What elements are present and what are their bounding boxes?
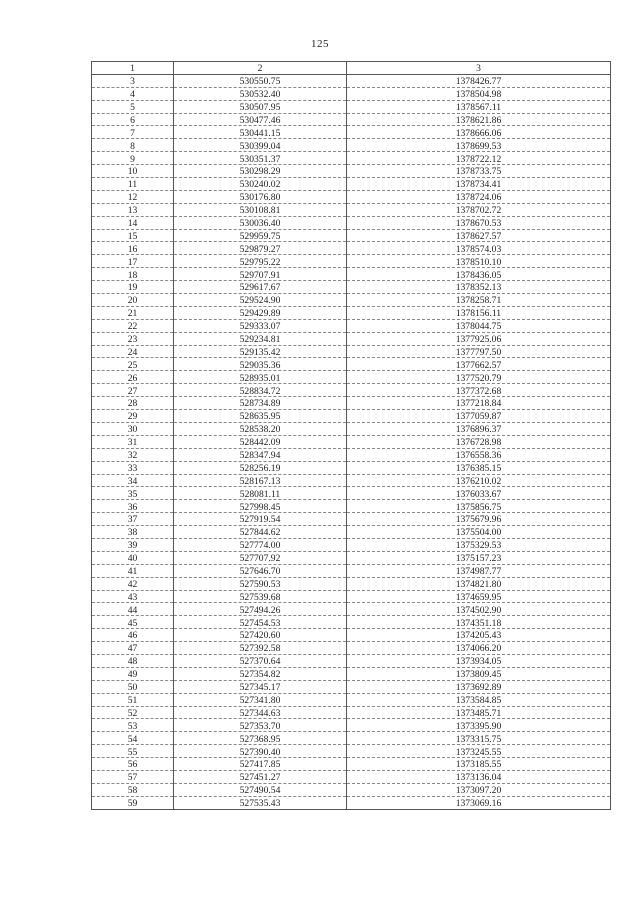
cell-y-coordinate: 1376210.02 [347, 474, 611, 487]
cell-x-coordinate: 527390.40 [174, 745, 347, 758]
cell-point-number: 33 [92, 461, 174, 474]
cell-point-number: 30 [92, 422, 174, 435]
cell-y-coordinate: 1376385.15 [347, 461, 611, 474]
cell-point-number: 45 [92, 616, 174, 629]
table-row [92, 487, 611, 500]
table-row [92, 371, 611, 384]
cell-x-coordinate: 527646.70 [174, 564, 347, 577]
cell-point-number: 38 [92, 526, 174, 539]
cell-x-coordinate: 527420.60 [174, 629, 347, 642]
table-row [92, 629, 611, 642]
cell-point-number: 7 [92, 126, 174, 139]
cell-x-coordinate: 527539.68 [174, 590, 347, 603]
table-row [92, 216, 611, 229]
cell-y-coordinate: 1378510.10 [347, 255, 611, 268]
cell-y-coordinate: 1376558.36 [347, 448, 611, 461]
cell-x-coordinate: 528081.11 [174, 487, 347, 500]
cell-x-coordinate: 530176.80 [174, 190, 347, 203]
table-row [92, 461, 611, 474]
cell-x-coordinate: 529959.75 [174, 229, 347, 242]
table-row [92, 306, 611, 319]
cell-x-coordinate: 529617.67 [174, 281, 347, 294]
cell-y-coordinate: 1378666.06 [347, 126, 611, 139]
table-row [92, 435, 611, 448]
cell-x-coordinate: 527490.54 [174, 783, 347, 796]
cell-y-coordinate: 1378436.05 [347, 268, 611, 281]
page-number: 125 [311, 38, 329, 50]
cell-point-number: 58 [92, 783, 174, 796]
table-row [92, 667, 611, 680]
cell-y-coordinate: 1373069.16 [347, 796, 611, 809]
table-row [92, 165, 611, 178]
cell-y-coordinate: 1378734.41 [347, 178, 611, 191]
table-row [92, 474, 611, 487]
table-row [92, 538, 611, 551]
cell-x-coordinate: 527344.63 [174, 706, 347, 719]
cell-y-coordinate: 1378504.98 [347, 87, 611, 100]
cell-point-number: 15 [92, 229, 174, 242]
cell-point-number: 6 [92, 113, 174, 126]
cell-y-coordinate: 1375157.23 [347, 551, 611, 564]
table-row [92, 294, 611, 307]
cell-point-number: 41 [92, 564, 174, 577]
cell-point-number: 52 [92, 706, 174, 719]
cell-y-coordinate: 1378627.57 [347, 229, 611, 242]
cell-point-number: 39 [92, 538, 174, 551]
cell-y-coordinate: 1378702.72 [347, 203, 611, 216]
table-row [92, 384, 611, 397]
cell-x-coordinate: 530036.40 [174, 216, 347, 229]
cell-point-number: 44 [92, 603, 174, 616]
table-row [92, 87, 611, 100]
table-row [92, 281, 611, 294]
cell-y-coordinate: 1373245.55 [347, 745, 611, 758]
cell-point-number: 22 [92, 319, 174, 332]
cell-point-number: 10 [92, 165, 174, 178]
cell-point-number: 32 [92, 448, 174, 461]
cell-point-number: 16 [92, 242, 174, 255]
table-row [92, 719, 611, 732]
cell-x-coordinate: 527345.17 [174, 680, 347, 693]
cell-point-number: 57 [92, 770, 174, 783]
table-row [92, 616, 611, 629]
cell-y-coordinate: 1373315.75 [347, 732, 611, 745]
cell-x-coordinate: 530108.81 [174, 203, 347, 216]
cell-point-number: 36 [92, 500, 174, 513]
coordinates-table-body [92, 62, 611, 810]
cell-point-number: 12 [92, 190, 174, 203]
cell-x-coordinate: 527353.70 [174, 719, 347, 732]
table-row [92, 680, 611, 693]
cell-x-coordinate: 527590.53 [174, 577, 347, 590]
cell-y-coordinate: 1375504.00 [347, 526, 611, 539]
table-row [92, 732, 611, 745]
coordinates-table [91, 61, 611, 810]
table-row [92, 590, 611, 603]
cell-y-coordinate: 1378670.53 [347, 216, 611, 229]
cell-x-coordinate: 527454.53 [174, 616, 347, 629]
cell-y-coordinate: 1374351.18 [347, 616, 611, 629]
cell-y-coordinate: 1377925.06 [347, 332, 611, 345]
table-row [92, 706, 611, 719]
cell-y-coordinate: 1373097.20 [347, 783, 611, 796]
cell-x-coordinate: 529707.91 [174, 268, 347, 281]
table-row [92, 319, 611, 332]
cell-point-number: 3 [92, 74, 174, 87]
cell-point-number: 13 [92, 203, 174, 216]
cell-y-coordinate: 1374205.43 [347, 629, 611, 642]
cell-y-coordinate: 1378156.11 [347, 306, 611, 319]
cell-point-number: 11 [92, 178, 174, 191]
table-row [92, 332, 611, 345]
cell-y-coordinate: 1374659.95 [347, 590, 611, 603]
cell-x-coordinate: 528347.94 [174, 448, 347, 461]
cell-point-number: 54 [92, 732, 174, 745]
table-row [92, 758, 611, 771]
cell-y-coordinate: 1373395.90 [347, 719, 611, 732]
cell-x-coordinate: 527341.80 [174, 693, 347, 706]
cell-y-coordinate: 1373136.04 [347, 770, 611, 783]
table-row [92, 745, 611, 758]
table-row [92, 654, 611, 667]
cell-x-coordinate: 528167.13 [174, 474, 347, 487]
cell-y-coordinate: 1376896.37 [347, 422, 611, 435]
table-row [92, 500, 611, 513]
table-row [92, 268, 611, 281]
cell-x-coordinate: 527844.62 [174, 526, 347, 539]
cell-point-number: 51 [92, 693, 174, 706]
cell-x-coordinate: 527494.26 [174, 603, 347, 616]
cell-y-coordinate: 1378426.77 [347, 74, 611, 87]
table-row [92, 126, 611, 139]
table-row [92, 345, 611, 358]
table-row [92, 203, 611, 216]
cell-x-coordinate: 529035.36 [174, 358, 347, 371]
cell-y-coordinate: 1378699.53 [347, 139, 611, 152]
table-row [92, 513, 611, 526]
cell-y-coordinate: 1373185.55 [347, 758, 611, 771]
cell-y-coordinate: 1378258.71 [347, 294, 611, 307]
cell-y-coordinate: 1373692.89 [347, 680, 611, 693]
table-row [92, 577, 611, 590]
table-row [92, 190, 611, 203]
table-row [92, 603, 611, 616]
cell-point-number: 37 [92, 513, 174, 526]
cell-x-coordinate: 530298.29 [174, 165, 347, 178]
cell-x-coordinate: 527354.82 [174, 667, 347, 680]
cell-x-coordinate: 527707.92 [174, 551, 347, 564]
cell-point-number: 8 [92, 139, 174, 152]
cell-x-coordinate: 528442.09 [174, 435, 347, 448]
cell-y-coordinate: 1373934.05 [347, 654, 611, 667]
cell-y-coordinate: 1378722.12 [347, 152, 611, 165]
cell-x-coordinate: 530550.75 [174, 74, 347, 87]
cell-y-coordinate: 1378574.03 [347, 242, 611, 255]
cell-x-coordinate: 527417.85 [174, 758, 347, 771]
cell-point-number: 48 [92, 654, 174, 667]
table-row [92, 448, 611, 461]
cell-point-number: 21 [92, 306, 174, 319]
cell-y-coordinate: 1373809.45 [347, 667, 611, 680]
cell-x-coordinate: 528935.01 [174, 371, 347, 384]
cell-x-coordinate: 530477.46 [174, 113, 347, 126]
cell-point-number: 42 [92, 577, 174, 590]
cell-x-coordinate: 527998.45 [174, 500, 347, 513]
cell-y-coordinate: 1377797.50 [347, 345, 611, 358]
cell-point-number: 49 [92, 667, 174, 680]
cell-point-number: 5 [92, 100, 174, 113]
cell-y-coordinate: 1375856.75 [347, 500, 611, 513]
cell-point-number: 4 [92, 87, 174, 100]
table-row [92, 796, 611, 809]
table-row [92, 242, 611, 255]
cell-point-number: 53 [92, 719, 174, 732]
cell-point-number: 26 [92, 371, 174, 384]
cell-x-coordinate: 529234.81 [174, 332, 347, 345]
cell-point-number: 34 [92, 474, 174, 487]
cell-x-coordinate: 528635.95 [174, 410, 347, 423]
cell-y-coordinate: 1378733.75 [347, 165, 611, 178]
cell-point-number: 31 [92, 435, 174, 448]
cell-y-coordinate: 1374502.90 [347, 603, 611, 616]
cell-point-number: 55 [92, 745, 174, 758]
cell-y-coordinate: 1378044.75 [347, 319, 611, 332]
cell-point-number: 28 [92, 397, 174, 410]
cell-point-number: 18 [92, 268, 174, 281]
cell-y-coordinate: 1378352.13 [347, 281, 611, 294]
cell-point-number: 19 [92, 281, 174, 294]
cell-x-coordinate: 527370.64 [174, 654, 347, 667]
table-row [92, 770, 611, 783]
table-row [92, 551, 611, 564]
cell-point-number: 27 [92, 384, 174, 397]
table-row [92, 178, 611, 191]
table-header-row [92, 62, 611, 75]
cell-point-number: 25 [92, 358, 174, 371]
cell-point-number: 9 [92, 152, 174, 165]
cell-y-coordinate: 1375329.53 [347, 538, 611, 551]
cell-x-coordinate: 529524.90 [174, 294, 347, 307]
table-row [92, 152, 611, 165]
table-row [92, 255, 611, 268]
cell-x-coordinate: 529795.22 [174, 255, 347, 268]
cell-x-coordinate: 530441.15 [174, 126, 347, 139]
table-row [92, 113, 611, 126]
cell-y-coordinate: 1375679.96 [347, 513, 611, 526]
table-row [92, 783, 611, 796]
cell-x-coordinate: 527368.95 [174, 732, 347, 745]
cell-y-coordinate: 1374821.80 [347, 577, 611, 590]
cell-point-number: 47 [92, 642, 174, 655]
cell-x-coordinate: 528734.89 [174, 397, 347, 410]
cell-y-coordinate: 1373584.85 [347, 693, 611, 706]
cell-x-coordinate: 527451.27 [174, 770, 347, 783]
cell-y-coordinate: 1376728.98 [347, 435, 611, 448]
cell-y-coordinate: 1377662.57 [347, 358, 611, 371]
cell-y-coordinate: 1373485.71 [347, 706, 611, 719]
cell-point-number: 59 [92, 796, 174, 809]
cell-x-coordinate: 530399.04 [174, 139, 347, 152]
cell-point-number: 17 [92, 255, 174, 268]
cell-x-coordinate: 528834.72 [174, 384, 347, 397]
table-row [92, 693, 611, 706]
cell-point-number: 50 [92, 680, 174, 693]
table-row [92, 526, 611, 539]
cell-point-number: 20 [92, 294, 174, 307]
cell-x-coordinate: 527535.43 [174, 796, 347, 809]
cell-point-number: 29 [92, 410, 174, 423]
cell-point-number: 46 [92, 629, 174, 642]
table-row [92, 358, 611, 371]
header-cell-point-number: 1 [92, 62, 174, 75]
cell-point-number: 43 [92, 590, 174, 603]
cell-point-number: 56 [92, 758, 174, 771]
cell-x-coordinate: 527774.00 [174, 538, 347, 551]
cell-y-coordinate: 1374066.20 [347, 642, 611, 655]
cell-y-coordinate: 1377059.87 [347, 410, 611, 423]
table-row [92, 564, 611, 577]
table-row [92, 410, 611, 423]
cell-y-coordinate: 1377372.68 [347, 384, 611, 397]
table-row [92, 422, 611, 435]
cell-point-number: 24 [92, 345, 174, 358]
table-row [92, 100, 611, 113]
header-cell-y-coordinate: 3 [347, 62, 611, 75]
cell-y-coordinate: 1377520.79 [347, 371, 611, 384]
cell-x-coordinate: 530351.37 [174, 152, 347, 165]
cell-y-coordinate: 1374987.77 [347, 564, 611, 577]
cell-y-coordinate: 1378621.86 [347, 113, 611, 126]
cell-x-coordinate: 529879.27 [174, 242, 347, 255]
table-row [92, 229, 611, 242]
cell-point-number: 35 [92, 487, 174, 500]
cell-x-coordinate: 529333.07 [174, 319, 347, 332]
cell-x-coordinate: 528256.19 [174, 461, 347, 474]
cell-x-coordinate: 527919.54 [174, 513, 347, 526]
cell-y-coordinate: 1378724.06 [347, 190, 611, 203]
table-row [92, 642, 611, 655]
cell-y-coordinate: 1377218.84 [347, 397, 611, 410]
cell-y-coordinate: 1378567.11 [347, 100, 611, 113]
cell-x-coordinate: 527392.58 [174, 642, 347, 655]
table-row [92, 397, 611, 410]
cell-x-coordinate: 530507.95 [174, 100, 347, 113]
cell-y-coordinate: 1376033.67 [347, 487, 611, 500]
cell-x-coordinate: 530532.40 [174, 87, 347, 100]
cell-point-number: 14 [92, 216, 174, 229]
cell-x-coordinate: 528538.20 [174, 422, 347, 435]
header-cell-x-coordinate: 2 [174, 62, 347, 75]
cell-x-coordinate: 530240.02 [174, 178, 347, 191]
cell-x-coordinate: 529429.89 [174, 306, 347, 319]
cell-point-number: 23 [92, 332, 174, 345]
table-row [92, 139, 611, 152]
cell-x-coordinate: 529135.42 [174, 345, 347, 358]
table-row [92, 74, 611, 87]
cell-point-number: 40 [92, 551, 174, 564]
